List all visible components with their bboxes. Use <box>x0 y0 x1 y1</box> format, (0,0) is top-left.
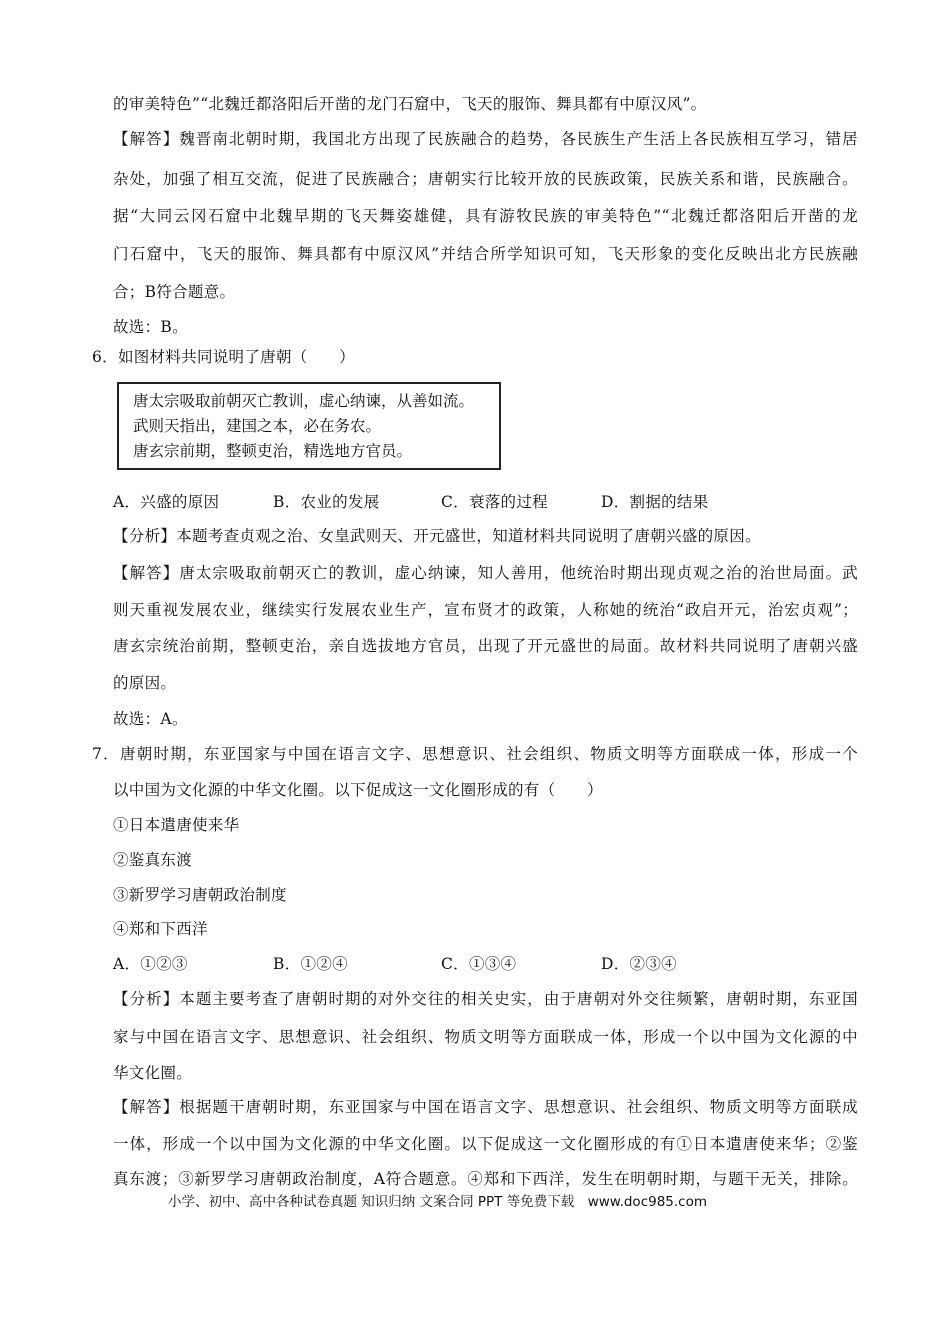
analysis-line: 华文化圈。 <box>113 1064 193 1082</box>
answer-line: 【解答】魏晋南北朝时期，我国北方出现了民族融合的趋势，各民族生产生活上各民族相互学习，错居 <box>113 130 858 148</box>
answer-line: 真东渡；③新罗学习唐朝政治制度，A符合题意。④郑和下西洋，发生在明朝时期，与题干无关，排除。 <box>113 1170 858 1188</box>
material-line: 武则天指出，建国之本，必在务农。 <box>133 417 382 435</box>
answer-line: 门石窟中，飞天的服饰、舞具都有中原汉风”并结合所学知识可知，飞天形象的变化反映出北方民族融 <box>113 245 858 263</box>
paragraph-line: 的审美特色”“北魏迁都洛阳后开凿的龙门石窟中，飞天的服饰、舞具都有中原汉风”。 <box>113 95 707 113</box>
analysis-line: 【分析】本题考查贞观之治、女皇武则天、开元盛世，知道材料共同说明了唐朝兴盛的原因。 <box>113 527 761 545</box>
analysis-line: 家与中国在语言文字、思想意识、社会组织、物质文明等方面联成一体，形成一个以中国为文化源的中 <box>113 1028 858 1046</box>
choice-line: 故选：B。 <box>113 318 188 336</box>
analysis-line: 【分析】本题主要考查了唐朝时期的对外交往的相关史实，由于唐朝对外交往频繁，唐朝时期，东亚国 <box>113 990 858 1008</box>
question-7-stem: 7．唐朝时期，东亚国家与中国在语言文字、思想意识、社会组织、物质文明等方面联成一体，形成一个 <box>92 745 858 763</box>
option-c: C．①③④ <box>441 955 517 973</box>
choice-line: 故选：A。 <box>113 710 188 728</box>
statement-item: ③新罗学习唐朝政治制度 <box>113 886 287 904</box>
question-6-stem: 6．如图材料共同说明了唐朝（ ） <box>92 348 355 366</box>
statement-item: ④郑和下西洋 <box>113 920 208 938</box>
statement-item: ①日本遣唐使来华 <box>113 816 240 834</box>
answer-line: 杂处，加强了相互交流，促进了民族融合；唐朝实行比较开放的民族政策，民族关系和谐，民族融合。 <box>113 170 858 188</box>
answer-line: 则天重视发展农业，继续实行发展农业生产，宣布贤才的政策，人称她的统治“政启开元，治宏贞观”； <box>113 601 858 619</box>
option-c: C．衰落的过程 <box>441 493 548 511</box>
answer-line: 一体，形成一个以中国为文化源的中华文化圈。以下促成这一文化圈形成的有①日本遣唐使来华；②鉴 <box>113 1135 858 1153</box>
answer-line: 的原因。 <box>113 674 177 692</box>
option-a: A．兴盛的原因 <box>113 493 220 511</box>
option-d: D．②③④ <box>601 955 677 973</box>
answer-line: 合；B符合题意。 <box>113 283 236 301</box>
question-7-stem: 以中国为文化源的中华文化圈。以下促成这一文化圈形成的有（ ） <box>113 781 603 799</box>
answer-line: 据“大同云冈石窟中北魏早期的飞天舞姿雄健，具有游牧民族的审美特色”“北魏迁都洛阳后开凿的龙 <box>113 207 858 225</box>
material-line: 唐玄宗前期，整顿吏治，精选地方官员。 <box>133 442 413 460</box>
answer-line: 【解答】唐太宗吸取前朝灭亡的教训，虚心纳谏，知人善用，他统治时期出现贞观之治的治世局面。武 <box>113 564 858 582</box>
material-line: 唐太宗吸取前朝灭亡教训，虚心纳谏，从善如流。 <box>133 392 475 410</box>
answer-line: 【解答】根据题干唐朝时期，东亚国家与中国在语言文字、思想意识、社会组织、物质文明等方面联成 <box>113 1098 858 1116</box>
option-b: B．农业的发展 <box>273 493 380 511</box>
option-b: B．①②④ <box>273 955 348 973</box>
page-footer: 小学、初中、高中各种试卷真题 知识归纳 文案合同 PPT 等免费下载 www.doc985.com <box>168 1194 708 1210</box>
answer-line: 唐玄宗统治前期，整顿吏治，亲自选拔地方官员，出现了开元盛世的局面。故材料共同说明了唐朝兴盛 <box>113 637 858 655</box>
statement-item: ②鉴真东渡 <box>113 851 193 869</box>
option-d: D．割据的结果 <box>601 493 709 511</box>
material-box <box>117 382 501 470</box>
option-a: A．①②③ <box>113 955 188 973</box>
